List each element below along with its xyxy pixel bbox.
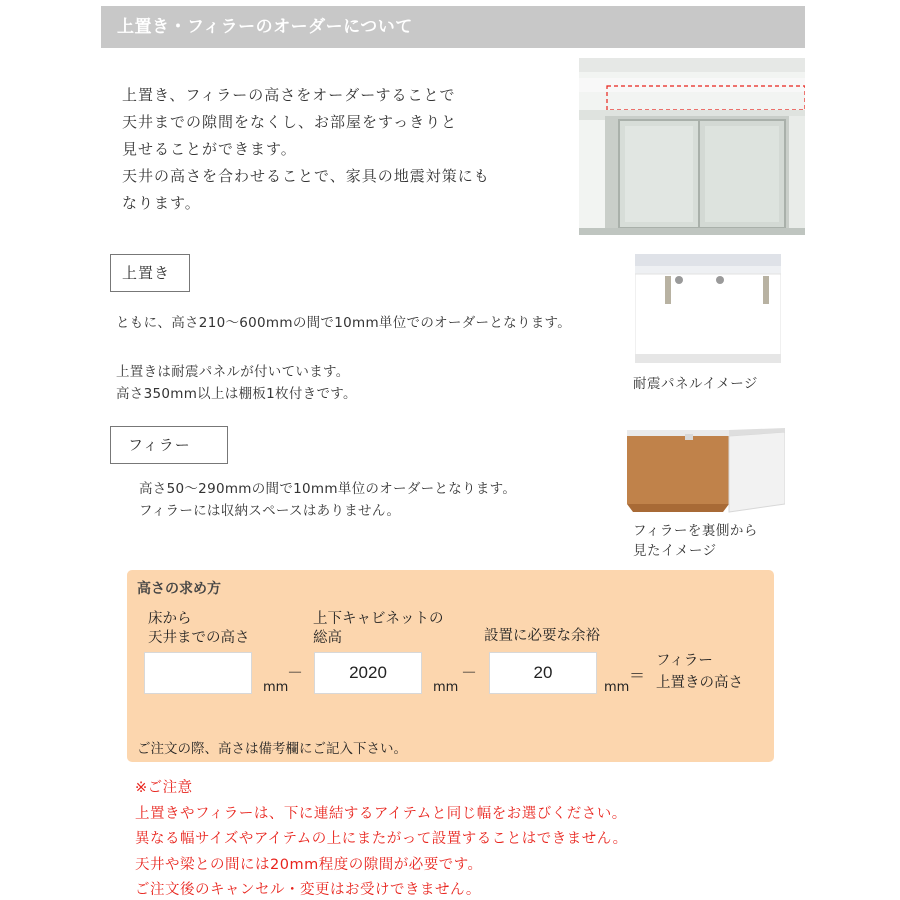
filler-text-line: フィラーには収納スペースはありません。 bbox=[139, 503, 401, 519]
floor-to-ceiling-label bbox=[148, 610, 250, 648]
label-line: 天井までの高さ bbox=[148, 630, 250, 646]
intro-line: 上置き、フィラーの高さをオーダーすることで bbox=[122, 86, 456, 104]
intro-line: 天井までの隙間をなくし、お部屋をすっきりと bbox=[122, 113, 458, 131]
unit-mm: mm bbox=[263, 680, 289, 695]
filler-text-line: 高さ50～290mmの間で10mm単位のオーダーとなります。 bbox=[139, 481, 517, 497]
uwaoki-note-line: 上置きは耐震パネルが付いています。 bbox=[116, 364, 350, 380]
seismic-panel-photo bbox=[635, 254, 781, 363]
caution-title: ※ご注意 bbox=[135, 780, 193, 796]
height-calculation-box bbox=[127, 570, 774, 762]
intro-text bbox=[122, 82, 572, 217]
label-line: 上下キャビネットの bbox=[313, 611, 444, 627]
caution-notice bbox=[135, 776, 628, 900]
uwaoki-note-line: 高さ350mm以上は棚板1枚付きです。 bbox=[116, 386, 357, 402]
filler-back-photo bbox=[625, 428, 785, 518]
intro-line: 見せることができます。 bbox=[122, 140, 297, 158]
unit-mm: mm bbox=[604, 680, 630, 695]
uwaoki-heading: 上置き bbox=[110, 254, 190, 292]
caution-line: ご注文後のキャンセル・変更はお受けできません。 bbox=[135, 882, 481, 898]
page-title: 上置き・フィラーのオーダーについて bbox=[101, 6, 805, 48]
intro-line: なります。 bbox=[122, 194, 201, 212]
required-clearance-input[interactable] bbox=[489, 652, 597, 694]
seismic-panel-caption: 耐震パネルイメージ bbox=[633, 376, 758, 392]
cabinet-total-height-input[interactable] bbox=[314, 652, 422, 694]
filler-photo-caption: 見たイメージ bbox=[633, 543, 717, 559]
label-line: フィラー bbox=[656, 653, 713, 669]
shelf-photo bbox=[579, 58, 805, 235]
intro-line: 天井の高さを合わせることで、家具の地震対策にも bbox=[122, 167, 490, 185]
caution-line: 異なる幅サイズやアイテムの上にまたがって設置することはできません。 bbox=[135, 831, 628, 847]
calc-note: ご注文の際、高さは備考欄にご記入下さい。 bbox=[137, 741, 407, 757]
label-line: 上置きの高さ bbox=[656, 675, 743, 691]
filler-photo-caption: フィラーを裏側から bbox=[633, 523, 758, 539]
floor-to-ceiling-input[interactable] bbox=[144, 652, 252, 694]
caution-line: 上置きやフィラーは、下に連結するアイテムと同じ幅をお選びください。 bbox=[135, 805, 627, 822]
uwaoki-order-text: ともに、高さ210～600mmの間で10mm単位でのオーダーとなります。 bbox=[116, 315, 572, 331]
minus-sign: － bbox=[287, 663, 304, 682]
caution-line: 天井や梁との間には20mm程度の隙間が必要です。 bbox=[135, 856, 483, 873]
calc-title: 高さの求め方 bbox=[137, 581, 221, 597]
unit-mm: mm bbox=[433, 680, 459, 695]
label-line: 床から bbox=[148, 611, 192, 627]
minus-sign: － bbox=[461, 663, 478, 682]
required-clearance-label: 設置に必要な余裕 bbox=[484, 628, 600, 644]
equals-sign: ＝ bbox=[629, 666, 646, 685]
result-label bbox=[656, 650, 743, 694]
label-line: 総高 bbox=[313, 630, 342, 646]
cabinet-total-height-label bbox=[313, 610, 444, 648]
filler-heading: フィラー bbox=[110, 426, 228, 464]
